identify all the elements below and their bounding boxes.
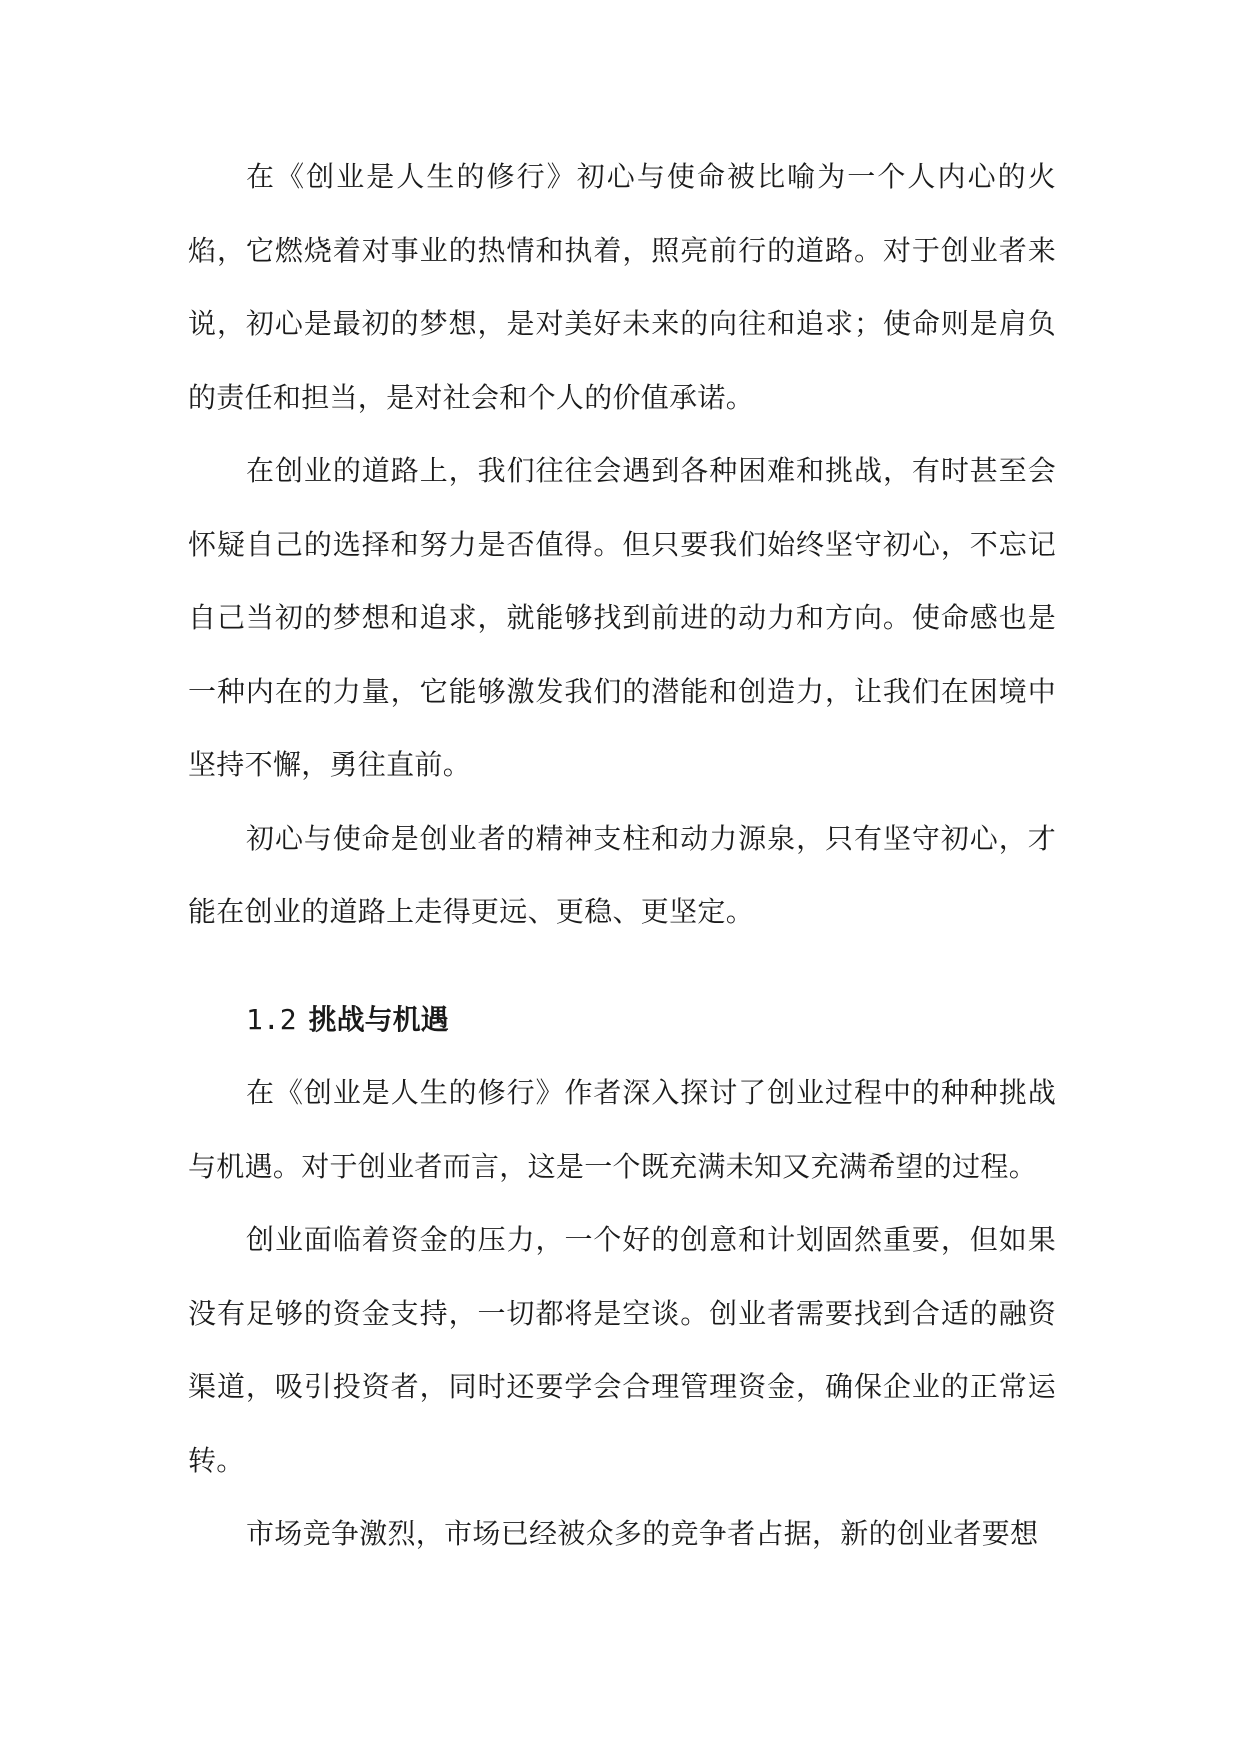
paragraph-1: 在《创业是人生的修行》初心与使命被比喻为一个人内心的火焰，它燃烧着对事业的热情和执着，照亮前行的道路。对于创业者来说，初心是最初的梦想，是对美好未来的向往和追求；使命则是肩负的责任和担当，是对社会和个人的价值承诺。 — [188, 160, 1056, 414]
paragraph-6: 市场竞争激烈，市场已经被众多的竞争者占据，新的创业者要想 — [246, 1517, 1039, 1550]
document-body — [188, 140, 1056, 1571]
section-title: 挑战与机遇 — [308, 1002, 449, 1036]
section-heading — [188, 983, 1056, 1057]
section-number: 1.2 — [246, 1002, 297, 1036]
paragraph-3: 初心与使命是创业者的精神支柱和动力源泉，只有坚守初心，才能在创业的道路上走得更远、更稳、更坚定。 — [188, 821, 1056, 928]
paragraph-4: 在《创业是人生的修行》作者深入探讨了创业过程中的种种挑战与机遇。对于创业者而言，这是一个既充满未知又充满希望的过程。 — [188, 1076, 1056, 1183]
paragraph-2: 在创业的道路上，我们往往会遇到各种困难和挑战，有时甚至会怀疑自己的选择和努力是否值得。但只要我们始终坚守初心，不忘记自己当初的梦想和追求，就能够找到前进的动力和方向。使命感也是一种内在的力量，它能够激发我们的潜能和创造力，让我们在困境中坚持不懈，勇往直前。 — [188, 454, 1056, 781]
paragraph-5: 创业面临着资金的压力，一个好的创意和计划固然重要，但如果没有足够的资金支持，一切都将是空谈。创业者需要找到合适的融资渠道，吸引投资者，同时还要学会合理管理资金，确保企业的正常运转。 — [188, 1223, 1056, 1477]
